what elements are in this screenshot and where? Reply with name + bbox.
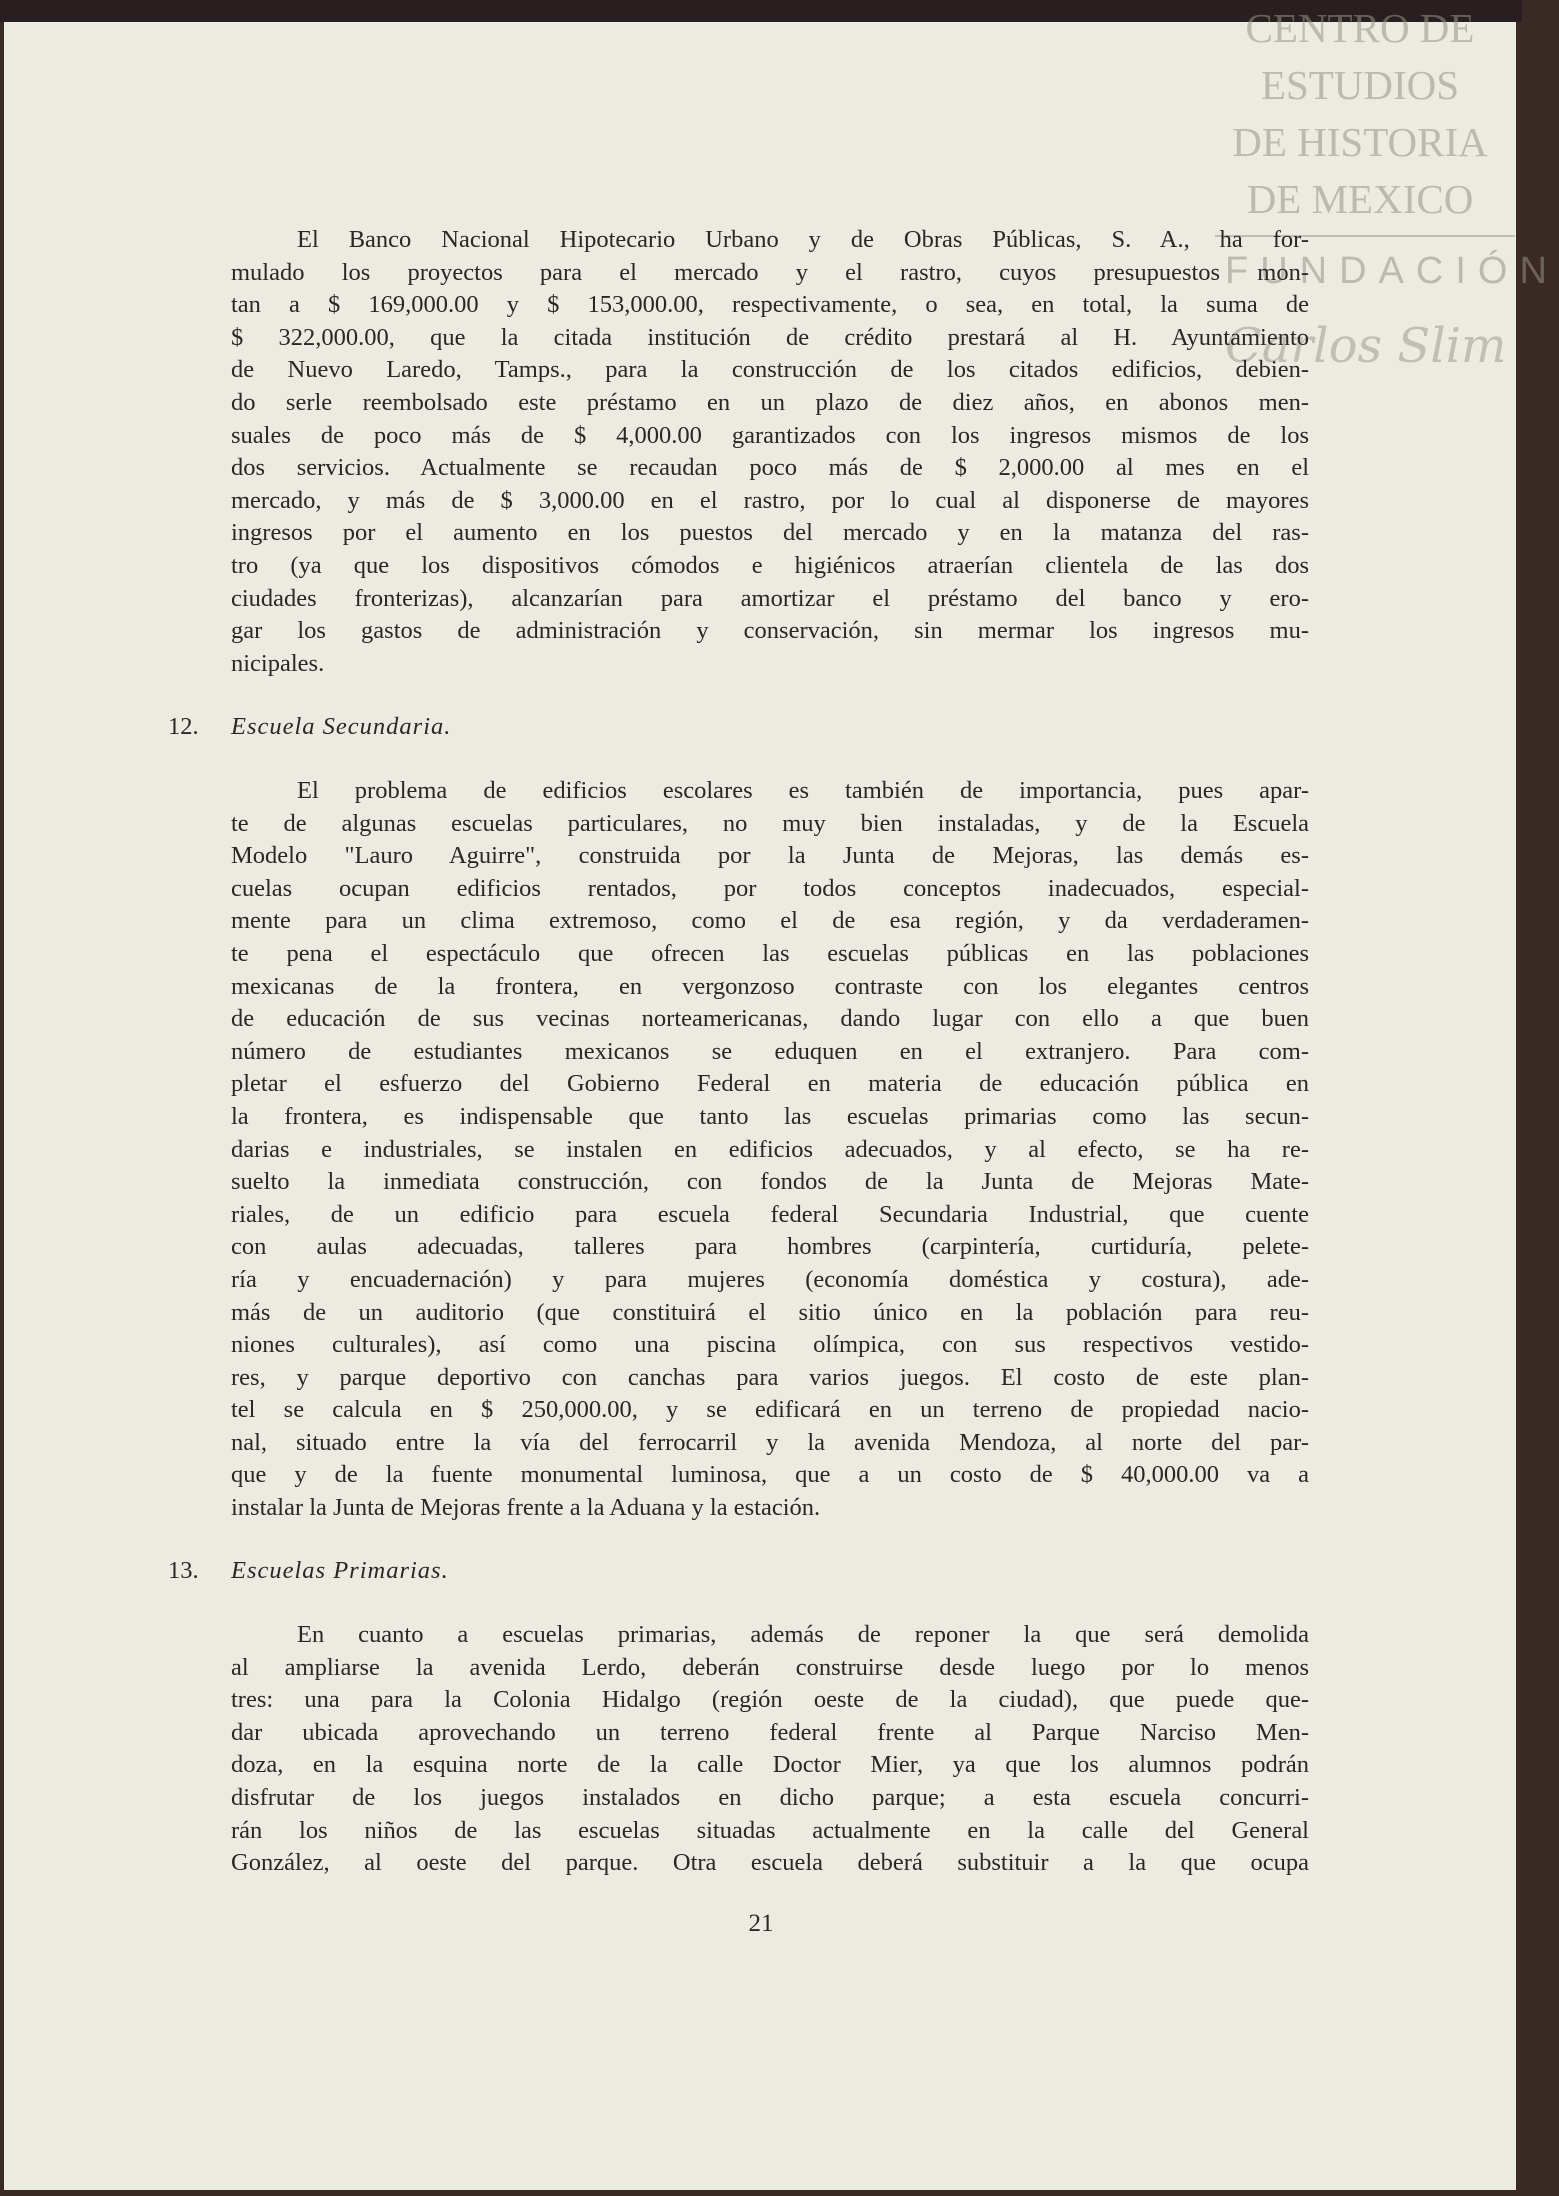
text-line: cuelas ocupan edificios rentados, por todos conceptos inadecuados, especial- xyxy=(231,874,1309,902)
text-line: de Nuevo Laredo, Tamps., para la construcción de los citados edificios, debien- xyxy=(231,356,1309,384)
text-line: mercado, y más de $ 3,000.00 en el rastro, por lo cual al disponerse de mayores xyxy=(231,486,1309,514)
text-line: mente para un clima extremoso, como el de esa región, y da verdaderamen- xyxy=(231,907,1309,935)
paragraph-2 xyxy=(231,775,1309,1525)
section-heading-12 xyxy=(168,713,451,741)
watermark-foundation: FUNDACIÓN xyxy=(1225,250,1559,292)
text-line: más de un auditorio (que constituirá el sitio único en la población para reu- xyxy=(231,1298,1309,1326)
text-line: número de estudiantes mexicanos se eduquen en el extranjero. Para com- xyxy=(231,1037,1309,1065)
text-line: do serle reembolsado este préstamo en un plazo de diez años, en abonos men- xyxy=(231,388,1309,416)
watermark-institution xyxy=(1210,0,1510,228)
text-line: En cuanto a escuelas primarias, además de reponer la que será demolida xyxy=(297,1621,1309,1648)
text-line: disfrutar de los juegos instalados en dicho parque; a esta escuela concurri- xyxy=(231,1783,1309,1811)
text-line: nal, situado entre la vía del ferrocarril y la avenida Mendoza, al norte del par- xyxy=(231,1428,1309,1456)
text-line: pletar el esfuerzo del Gobierno Federal en materia de educación pública en xyxy=(231,1070,1309,1098)
text-line: mexicanas de la frontera, en vergonzoso contraste con los elegantes centros xyxy=(231,972,1309,1000)
text-line: González, al oeste del parque. Otra escuela deberá substituir a la que ocupa xyxy=(231,1849,1309,1877)
text-line: rán los niños de las escuelas situadas actualmente en la calle del General xyxy=(231,1816,1309,1844)
paragraph-3 xyxy=(231,1619,1309,1880)
section-title: Escuelas Primarias. xyxy=(231,1557,449,1584)
text-line: darias e industriales, se instalen en edificios adecuados, y al efecto, se ha re- xyxy=(231,1135,1309,1163)
text-line: te de algunas escuelas particulares, no muy bien instaladas, y de la Escuela xyxy=(231,809,1309,837)
watermark-line: CENTRO DE xyxy=(1245,5,1475,51)
text-line: ciudades fronterizas), alcanzarían para amortizar el préstamo del banco y ero- xyxy=(231,584,1309,612)
text-line: de educación de sus vecinas norteamericanas, dando lugar con ello a que buen xyxy=(231,1005,1309,1033)
watermark-line: ESTUDIOS xyxy=(1260,62,1460,108)
text-line: tel se calcula en $ 250,000.00, y se edificará en un terreno de propiedad nacio- xyxy=(231,1396,1309,1424)
text-line: con aulas adecuadas, talleres para hombres (carpintería, curtiduría, pelete- xyxy=(231,1233,1309,1261)
text-line: ingresos por el aumento en los puestos del mercado y en la matanza del ras- xyxy=(231,519,1309,547)
section-number: 13. xyxy=(168,1557,199,1584)
text-line: que y de la fuente monumental luminosa, que a un costo de $ 40,000.00 va a xyxy=(231,1461,1309,1489)
watermark-line: DE HISTORIA xyxy=(1232,119,1488,165)
text-line: instalar la Junta de Mejoras frente a la Aduana y la estación. xyxy=(231,1494,821,1522)
section-number: 12. xyxy=(168,713,199,740)
text-line: dos servicios. Actualmente se recaudan poco más de $ 2,000.00 al mes en el xyxy=(231,454,1309,482)
text-line: mulado los proyectos para el mercado y el rastro, cuyos presupuestos mon- xyxy=(231,258,1309,286)
text-line: res, y parque deportivo con canchas para varios juegos. El costo de este plan- xyxy=(231,1363,1309,1391)
text-line: $ 322,000.00, que la citada institución de crédito prestará al H. Ayuntamiento xyxy=(231,323,1309,351)
text-line: suales de poco más de $ 4,000.00 garantizados con los ingresos mismos de los xyxy=(231,421,1309,449)
text-line: gar los gastos de administración y conservación, sin mermar los ingresos mu- xyxy=(231,617,1309,645)
text-line: ría y encuadernación) y para mujeres (economía doméstica y costura), ade- xyxy=(231,1265,1309,1293)
watermark-line: DE MEXICO xyxy=(1246,176,1474,222)
section-title: Escuela Secundaria. xyxy=(231,713,452,740)
text-line: dar ubicada aprovechando un terreno federal frente al Parque Narciso Men- xyxy=(231,1718,1309,1746)
text-line: niones culturales), así como una piscina olímpica, con sus respectivos vestido- xyxy=(231,1331,1309,1359)
text-line: suelto la inmediata construcción, con fondos de la Junta de Mejoras Mate- xyxy=(231,1168,1309,1196)
text-line: nicipales. xyxy=(231,649,325,677)
text-line: tro (ya que los dispositivos cómodos e higiénicos atraerían clientela de las dos xyxy=(231,551,1309,579)
text-line: la frontera, es indispensable que tanto las escuelas primarias como las secun- xyxy=(231,1102,1309,1130)
section-heading-13 xyxy=(168,1557,449,1585)
text-line: doza, en la esquina norte de la calle Doctor Mier, ya que los alumnos podrán xyxy=(231,1751,1309,1779)
text-line: tan a $ 169,000.00 y $ 153,000.00, respectivamente, o sea, en total, la suma de xyxy=(231,291,1309,319)
text-line: riales, de un edificio para escuela federal Secundaria Industrial, que cuente xyxy=(231,1200,1309,1228)
text-line: El Banco Nacional Hipotecario Urbano y de Obras Públicas, S. A., ha for- xyxy=(297,226,1309,253)
text-line: Modelo "Lauro Aguirre", construida por la Junta de Mejoras, las demás es- xyxy=(231,842,1309,870)
text-line: tres: una para la Colonia Hidalgo (región oeste de la ciudad), que puede que- xyxy=(231,1686,1309,1714)
watermark-signature: Carlos Slim xyxy=(1225,318,1507,374)
text-line: al ampliarse la avenida Lerdo, deberán construirse desde luego por lo menos xyxy=(231,1653,1309,1681)
text-line: te pena el espectáculo que ofrecen las escuelas públicas en las poblaciones xyxy=(231,939,1309,967)
page-number: 21 xyxy=(748,1910,774,1937)
paragraph-1 xyxy=(231,224,1309,680)
text-line: El problema de edificios escolares es también de importancia, pues apar- xyxy=(297,777,1309,804)
